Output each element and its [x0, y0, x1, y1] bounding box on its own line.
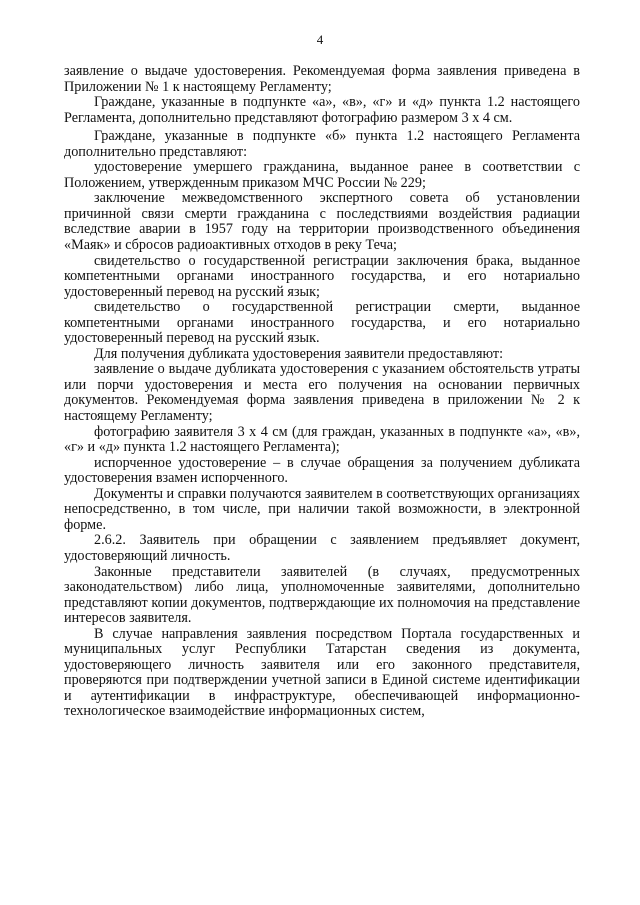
paragraph-death-certificate: свидетельство о государственной регистрации смерти, выданное компетентными органами иностранного государства, и его нотариально удостоверенный перевод на русский язык. — [64, 299, 580, 347]
paragraph-duplicate-intro: Для получения дубликата удостоверения заявители предоставляют: — [94, 345, 504, 362]
paragraph-2-6-2: 2.6.2. Заявитель при обращении с заявлением предъявляет документ, удостоверяющий личность. — [64, 532, 580, 564]
paragraph-portal-submission: В случае направления заявления посредством Портала государственных и муниципальных услуг Республики Татарстан сведения из документа, удостоверяющего личность заявителя или его законного представителя, проверяются при подтверждении учетной записи в Единой системе идентификации и аутентификации в инфраструктуре, обеспечивающей информационно-технологическое взаимодействие информационных систем, — [64, 625, 580, 720]
document-body — [64, 64, 580, 720]
paragraph-damaged-certificate: испорченное удостоверение – в случае обращения за получением дубликата удостоверения взамен испорченного. — [64, 454, 580, 487]
paragraph-application-form: заявление о выдаче удостоверения. Рекомендуемая форма заявления приведена в Приложении № 1 к настоящему Регламенту; — [64, 63, 580, 95]
paragraph-additional-documents: Граждане, указанные в подпункте «б» пункта 1.2 настоящего Регламента дополнительно представляют: — [64, 128, 580, 160]
paragraph-photo-requirement: Граждане, указанные в подпункте «а», «в», «г» и «д» пункта 1.2 настоящего Регламента, дополнительно представляют фотографию размером 3 х 4 см. — [64, 94, 580, 126]
paragraph-legal-representatives: Законные представители заявителей (в случаях, предусмотренных законодательством) либо лица, уполномоченные заявителями, дополнительно представляют копии документов, подтверждающие их полномочия на представление интересов заявителя. — [64, 563, 580, 627]
paragraph-deceased-certificate: удостоверение умершего гражданина, выданное ранее в соответствии с Положением, утвержденным приказом МЧС России № 229; — [64, 159, 580, 191]
paragraph-expert-council-conclusion: заключение межведомственного экспертного совета об установлении причинной связи смерти гражданина с последствиями воздействия радиации вследствие аварии в 1957 году на территории производственного объединения «Маяк» и сбросов радиоактивных отходов в реку Теча; — [64, 190, 580, 254]
paragraph-documents-obtained: Документы и справки получаются заявителем в соответствующих организациях непосредственно, в том числе, при наличии такой возможности, в электронной форме. — [64, 485, 580, 533]
page-number: 4 — [316, 32, 324, 47]
paragraph-duplicate-photo: фотографию заявителя 3 х 4 см (для граждан, указанных в подпункте «а», «в», «г» и «д» пункта 1.2 настоящего Регламента); — [64, 423, 580, 456]
paragraph-marriage-certificate: свидетельство о государственной регистрации заключения брака, выданное компетентными органами иностранного государства, и его нотариально удостоверенный перевод на русский язык; — [64, 252, 580, 300]
paragraph-duplicate-application: заявление о выдаче дубликата удостоверения с указанием обстоятельств утраты или порчи удостоверения и места его получения на основании первичных документов. Рекомендуемая форма заявления приведена в приложении № 2 к настоящему Регламенту; — [64, 361, 580, 425]
